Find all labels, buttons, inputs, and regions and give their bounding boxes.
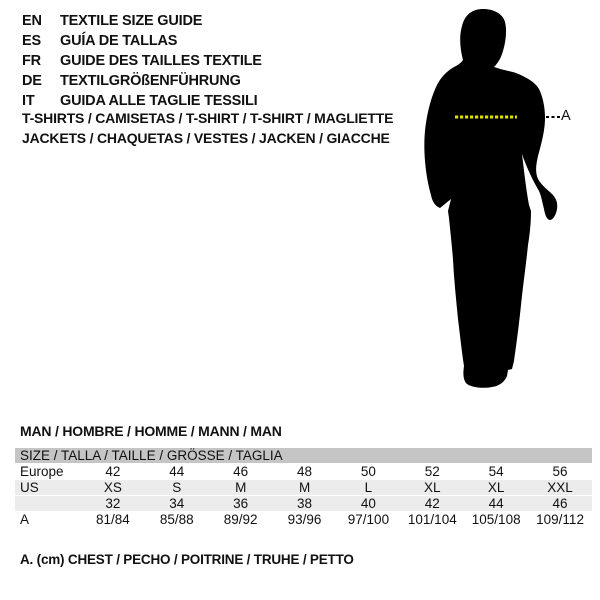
table-cell: 40 [360,496,376,511]
table-cell: 48 [297,464,313,479]
table-cell: S [172,480,182,495]
table-cell: XL [424,480,441,495]
table-cell: 81/84 [96,512,130,527]
language-code: IT [22,93,35,109]
table-cell: L [364,480,373,495]
table-cell: 46 [552,496,568,511]
language-row [22,51,262,71]
table-cell: 44 [169,464,185,479]
table-cell: 54 [488,464,504,479]
table-cell: 85/88 [159,512,194,527]
table-cell: 97/100 [347,512,390,527]
table-cell: 46 [233,464,249,479]
language-label: TEXTILGRÖßENFÜHRUNG [60,73,241,89]
category-jackets: JACKETS / CHAQUETAS / VESTES / JACKEN / GIACCHE [22,130,390,146]
language-row [22,11,262,31]
table-cell: 109/112 [536,512,584,527]
table-cell: 32 [105,496,121,511]
table-cell: 34 [169,496,185,511]
table-row-chest-a [15,512,592,528]
category-list [22,108,393,148]
language-code: EN [22,13,42,29]
row-label: A [20,512,30,527]
table-header-row [15,448,592,464]
table-cell: M [235,480,247,495]
table-cell: 42 [105,464,121,479]
table-cell: 52 [424,464,440,479]
table-cell: 38 [297,496,313,511]
language-code: FR [22,53,41,69]
table-cell: 93/96 [287,512,322,527]
language-label: GUÍA DE TALLAS [60,33,178,49]
table-cell: 42 [424,496,440,511]
table-cell: 89/92 [223,512,258,527]
man-silhouette-figure [390,5,575,390]
table-cell: 44 [488,496,504,511]
man-silhouette-icon [390,5,575,390]
table-row-europe [15,464,592,480]
row-label: Europe [20,464,64,479]
size-table [15,448,592,528]
language-label: TEXTILE SIZE GUIDE [60,13,203,29]
category-tshirts: T-SHIRTS / CAMISETAS / T-SHIRT / T-SHIRT / MAGLIETTE [22,110,394,126]
section-title-man: MAN / HOMBRE / HOMME / MANN / MAN [20,423,282,439]
language-list [22,11,262,111]
table-cell: 101/104 [407,512,457,527]
row-label: US [20,480,39,495]
language-row [22,31,262,51]
table-cell: XXL [547,480,573,495]
table-cell: 50 [360,464,376,479]
table-row-numeric [15,496,592,512]
table-cell: M [298,480,311,495]
measurement-footnote: A. (cm) CHEST / PECHO / POITRINE / TRUHE / PETTO [20,552,354,567]
table-row-us [15,480,592,496]
table-cell: XL [487,480,505,495]
table-cell: XS [103,480,122,495]
language-code: DE [22,73,42,89]
table-header-label: SIZE / TALLA / TAILLE / GRÖSSE / TAGLIA [20,448,283,463]
table-cell: 56 [552,464,568,479]
table-cell: 105/108 [471,512,521,527]
language-code: ES [22,33,41,49]
language-row [22,71,262,91]
language-label: GUIDE DES TAILLES TEXTILE [60,53,262,69]
measure-label-a: A [561,108,571,124]
language-label: GUIDA ALLE TAGLIE TESSILI [60,93,258,109]
table-cell: 36 [233,496,249,511]
row-label [15,496,81,511]
